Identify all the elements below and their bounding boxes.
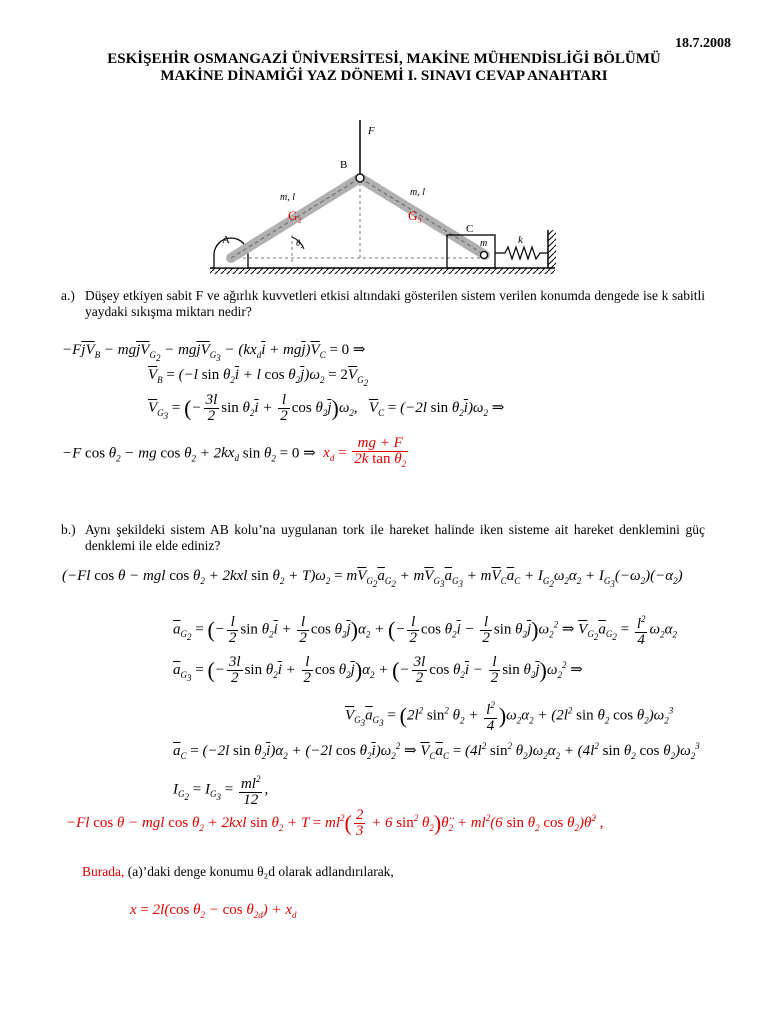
spring (495, 247, 548, 259)
equation-a2: $\overline{V}_B = (-l$ $\sin \theta_2\overline{i} + l$ $\cos \theta_2\overline{j})\omega_2 = 2\overline{V}_{G_2}$ (148, 367, 369, 388)
label-g3: G₃ (408, 208, 422, 223)
equation-b1: (−Fl cos θ − mgl $\cos \theta_2 + 2kxl$ $\sin \theta_2 + T)\omega_2 = m\overline{V}_{G_2}\overline{a}_{G_2} + m\overline{V}_{G_3}\overline{a}_{G_3} + m\overline{V}_C\overline{a}_C + I_{G_2}\omega_2\alpha_2 + I_{G_3}(-\omega_2)(-\alpha_2)$ (62, 568, 683, 589)
mechanism-figure (200, 115, 570, 280)
equation-a4: −F $\cos \theta_2$ − mg $\cos \theta_2 + 2kx_d$ $\sin \theta_2 = 0$ ⇒ $x_d$ = $\frac{mg + F}{2k \tan \theta_2}$ (62, 436, 410, 472)
label-link2: m, l (410, 187, 425, 198)
question-a-number: a.) (61, 288, 75, 303)
exam-date: 18.7.2008 (675, 36, 731, 51)
label-g2: G₂ (288, 208, 302, 223)
equation-a1: $-F\overline{j}\overline{V}_B - mg\overline{j}\overline{V}_{G_2} - mg\overline{j}\overline{V}_{G_3} - (kx_d\overline{i} + mg\overline{j})\overline{V}_C = 0$ ⇒ (62, 342, 366, 363)
ground-hatch (210, 268, 555, 274)
question-b-text: Aynı şekildeki sistem AB kolu’na uygulanan tork ile hareket halinde iken sisteme ait hareket denklemini güç denklemi ile elde ediniz? (85, 522, 705, 553)
label-link1: m, l (280, 192, 295, 203)
question-b (61, 522, 721, 556)
note-line (82, 864, 394, 880)
label-theta: θ₂ (296, 238, 304, 248)
question-b-number: b.) (61, 522, 76, 537)
equation-b7: −Fl cos θ − mgl $\cos \theta_2 + 2kxl$ $\sin \theta_2 + T = ml^2$( $\frac{2}{3}$ + 6 $\sin^2$ $\theta_2)\thetä_2 + ml^2(6$ $\sin \theta_2$ $\cos \theta_2)\thetȧ^2$ , (66, 807, 604, 839)
joint-c (481, 252, 488, 259)
note-burada: Burada, (82, 864, 125, 879)
label-f: F (368, 125, 375, 137)
label-b: B (340, 159, 348, 171)
equation-b2: $\overline{a}_{G_2}$ = (− $\frac{l}{2}$ $\sin \theta_2\overline{i}$ + $\frac{l}{2}$ $\cos \theta_2\overline{j})\alpha_2$ + (− $\frac{l}{2}$ $\cos \theta_2\overline{i}$ − $\frac{l}{2}$ $\sin \theta_2\overline{j})\omega_2^2$ ⇒ $\overline{V}_{G_2}\overline{a}_{G_2}$ = $\frac{l^2}{4}$ $\omega_2\alpha_2$ (173, 613, 677, 648)
equation-b4: $\overline{V}_{G_3}\overline{a}_{G_3} = (2l^2$ $\sin^2 \theta_2$ + $\frac{l^2}{4}$ )$\omega_2\alpha_2 + (2l^2$ $\sin \theta_2$ $\cos \theta_2)\omega_2^3$ (345, 700, 674, 734)
university-title: ESKİŞEHİR OSMANGAZİ ÜNİVERSİTESİ, MAKİNE MÜHENDİSLİĞİ BÖLÜMÜ (107, 51, 661, 67)
note-burada-rest: (a)’daki denge konumu θ₂d olarak adlandırılarak, (127, 864, 394, 879)
equation-b3: $\overline{a}_{G_3}$ = (− $\frac{3l}{2}$ $\sin \theta_2\overline{i}$ + $\frac{l}{2}$ $\cos \theta_2\overline{j})\alpha_2$ + (− $\frac{3l}{2}$ $\cos \theta_2\overline{i}$ − $\frac{l}{2}$ $\sin \theta_2\overline{j})\omega_2^2$ ⇒ (173, 654, 583, 686)
label-m: m (480, 238, 488, 249)
equation-b5: $\overline{a}_C = (-2l$ $\sin \theta_2\overline{i})\alpha_2 + (-2l$ $\cos \theta_2\overline{i})\omega_2^2$ ⇒ $\overline{V}_C\overline{a}_C = (4l^2$ $\sin^2 \theta_2)\omega_2\alpha_2 + (4l^2$ $\sin \theta_2$ $\cos \theta_2)\omega_2^3$ (173, 741, 700, 761)
exam-title: MAKİNE DİNAMİĞİ YAZ DÖNEMİ I. SINAVI CEVAP ANAHTARI (160, 68, 608, 84)
equation-x: x = 2l(cos $\theta_2 - \cos \theta_{2d}) + x_d$ (130, 902, 297, 920)
wall-hatch (548, 230, 556, 268)
question-a (61, 288, 721, 322)
joint-b (356, 174, 364, 182)
equation-b6: $I_{G_2} = I_{G_3}$ = $\frac{ml^2}{12}$ , (173, 774, 269, 808)
label-a: A (222, 234, 230, 246)
label-c: C (466, 223, 474, 235)
label-k: k (518, 234, 523, 246)
equation-a3: $\overline{V}_{G_3}$ = (− $\frac{3l}{2}$ $\sin \theta_2\overline{i}$ + $\frac{l}{2}$ $\cos \theta_2\overline{j})\omega_2$, $\overline{V}_C = (-2l$ $\sin \theta_2\overline{i})\omega_2$ ⇒ (148, 392, 505, 424)
question-a-text: Düşey etkiyen sabit F ve ağırlık kuvvetleri etkisi altındaki gösterilen sistem verilen konumda dengede ise k sabitli yaydaki sıkışma miktarı nedir? (85, 288, 705, 319)
